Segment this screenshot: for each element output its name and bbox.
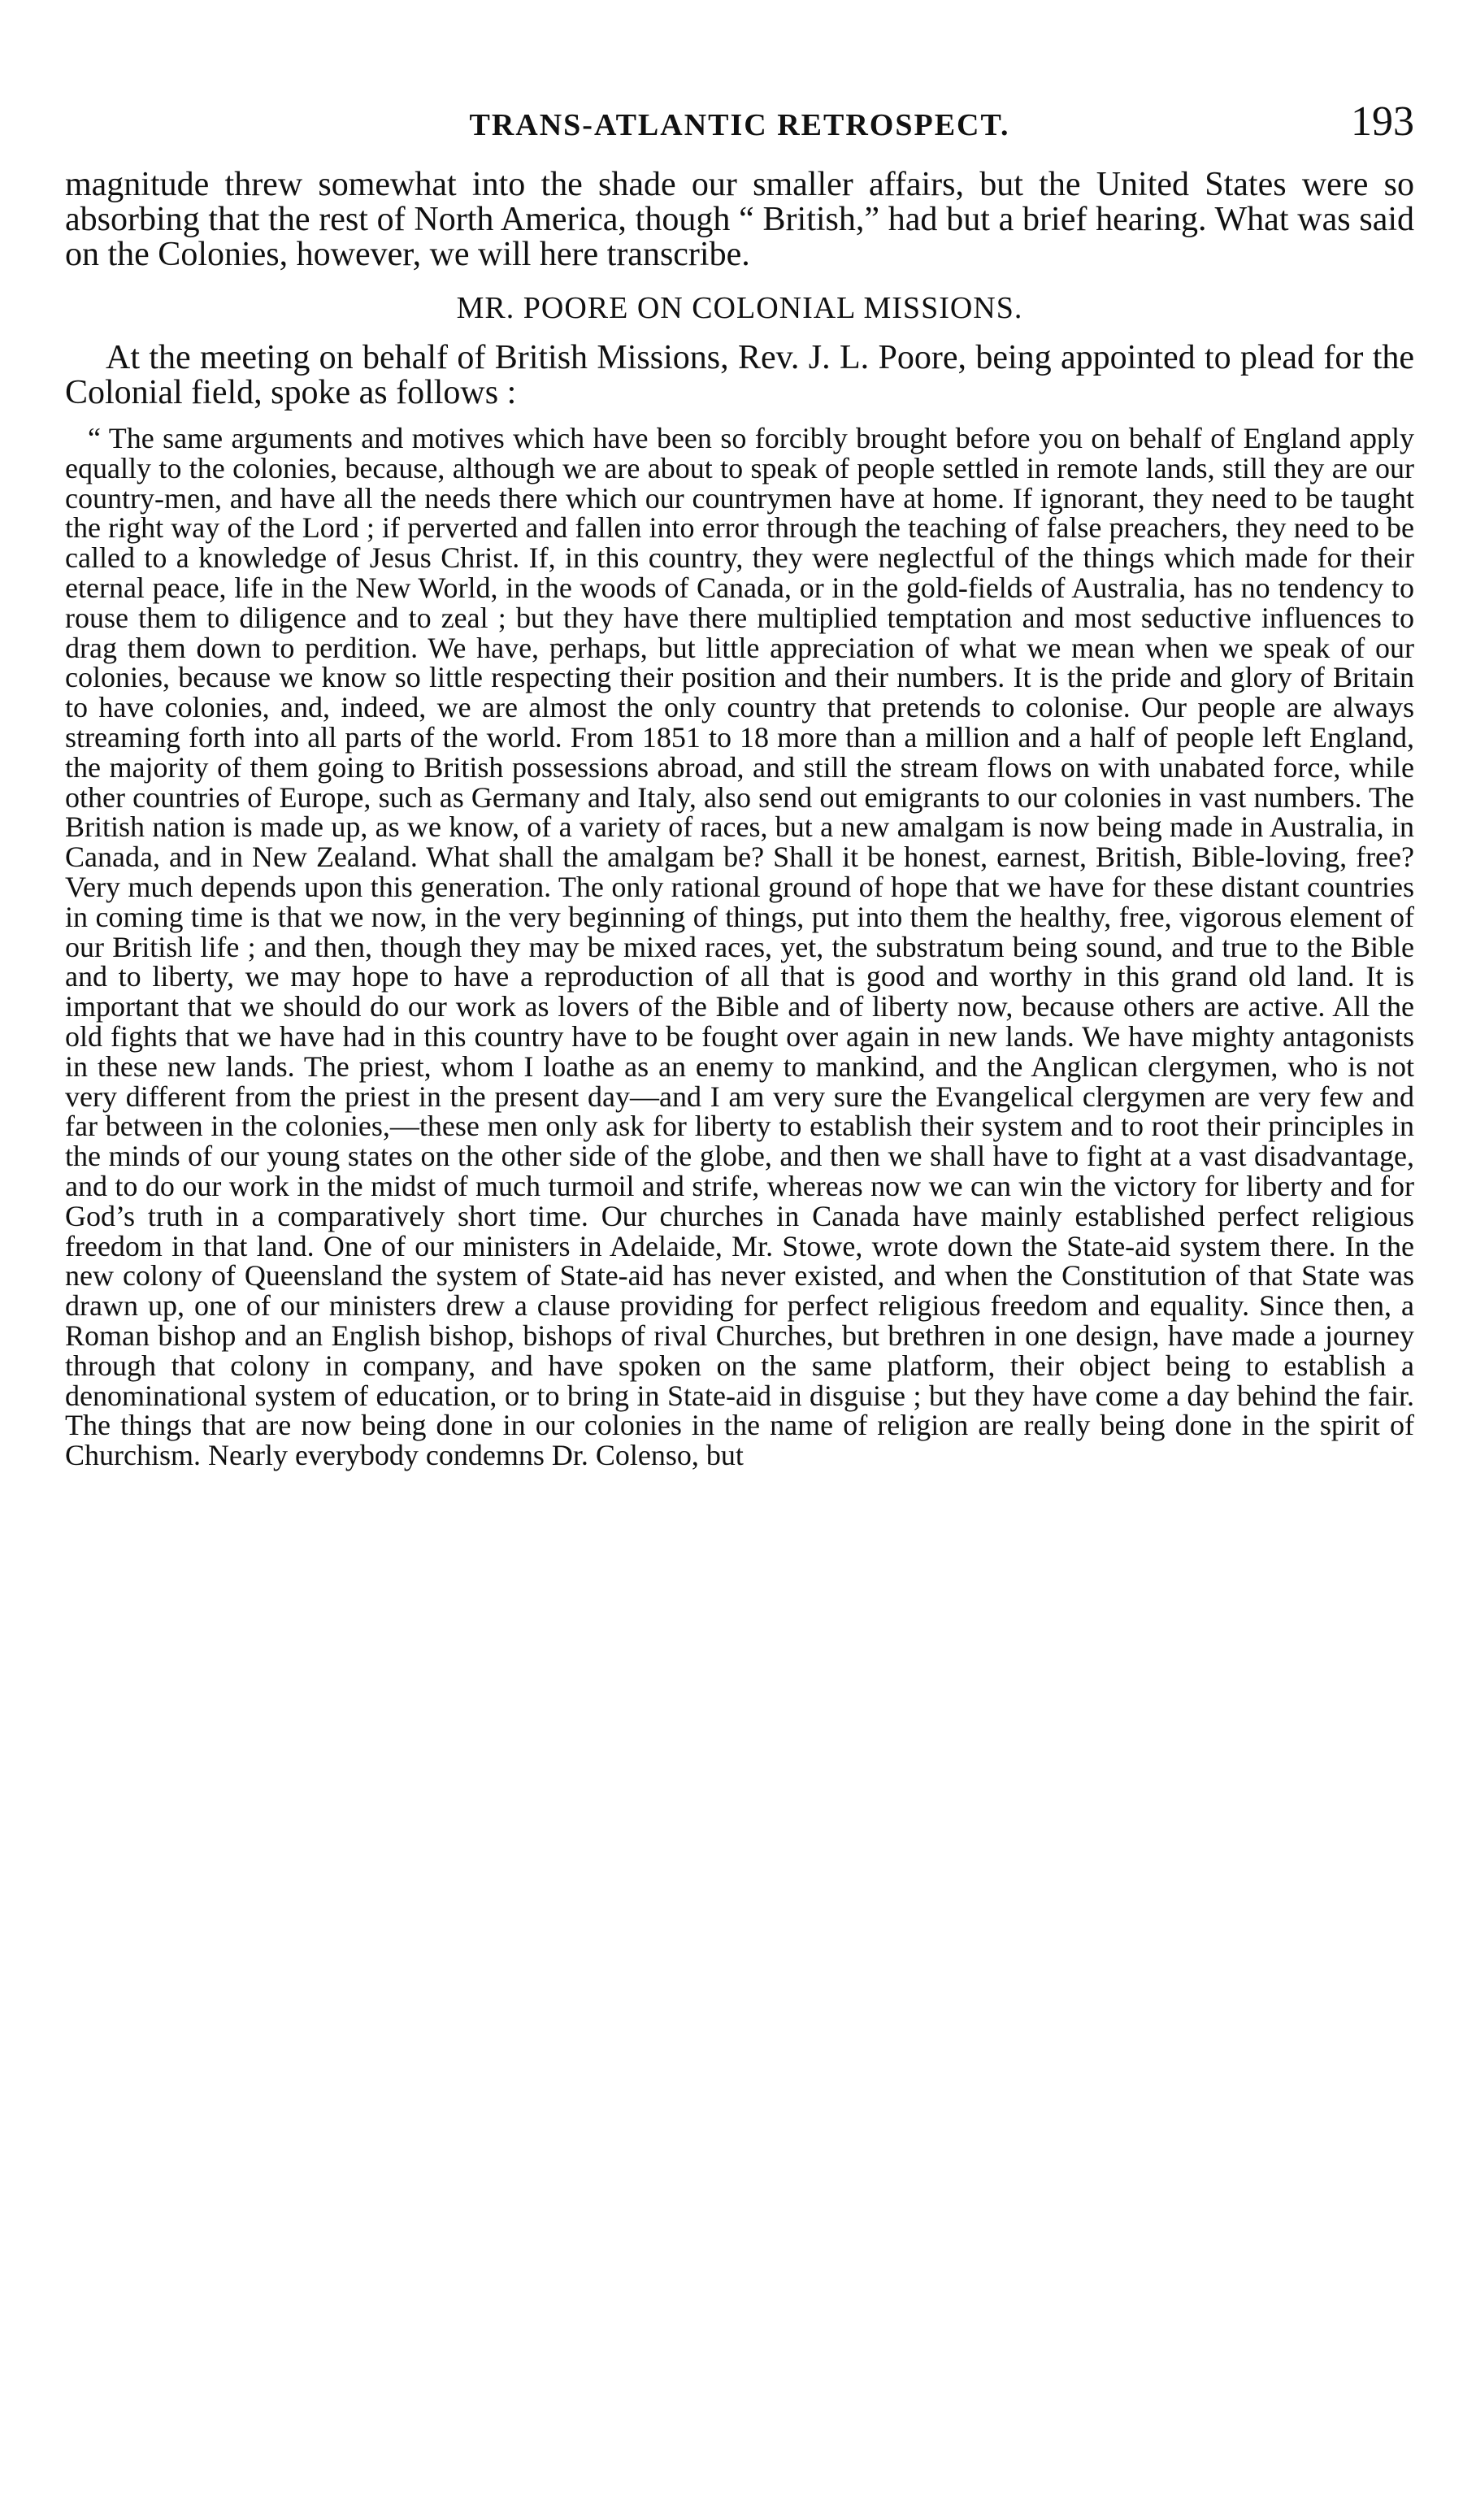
speech-quotation: “ The same arguments and motives which have been so forcibly brought before you on behalf of England apply equally to the colonies, because, although we are about to speak of people settled in remote lands, still they are our country-men, and have all the needs there which our countrymen have at home. If ignorant, they need to be taught the right way of the Lord ; if perverted and fallen into error through the teaching of false preachers, they need to be called to a knowledge of Jesus Christ. If, in this country, they were neglectful of the things which made for their eternal peace, life in the New World, in the woods of Canada, or in the gold-fields of Australia, has no tendency to rouse them to diligence and to zeal ; but they have there multiplied temptation and most seductive influences to drag them down to perdition. We have, perhaps, but little appreciation of what we mean when we speak of our colonies, because we know so little respecting their position and their numbers. It is the pride and glory of Britain to have colonies, and, indeed, we are almost the only country that pretends to colonise. Our people are always streaming forth into all parts of the world. From 1851 to 18 more than a million and a half of people left England, the majority of them going to British possessions abroad, and still the stream flows on with unabated force, while other countries of Europe, such as Germany and Italy, also send out emigrants to our colonies in vast numbers. The British nation is made up, as we know, of a variety of races, but a new amalgam is now being made in Australia, in Canada, and in New Zealand. What shall the amalgam be? Shall it be honest, earnest, British, Bible-loving, free? Very much depends upon this generation. The only rational ground of hope that we have for these distant countries in coming time is that we now, in the very beginning of things, put into them the healthy, free, vigorous element of our British life ; and then, though they may be mixed races, yet, the substratum being sound, and true to the Bible and to liberty, we may hope to have a reproduction of all that is good and worthy in this grand old land. It is important that we should do our work as lovers of the Bible and of liberty now, because others are active. All the old fights that we have had in this country have to be fought over again in new lands. We have mighty antagonists in these new lands. The priest, whom I loathe as an enemy to mankind, and the Anglican clergymen, who is not very different from the priest in the present day—and I am very sure the Evangelical clergymen are very few and far between in the colonies,—these men only ask for liberty to establish their system and to root their principles in the minds of our young states on the other side of the globe, and then we shall have to fight at a vast disadvantage, and to do our work in the midst of much turmoil and strife, whereas now we can win the victory for liberty and for God’s truth in a comparatively short time. Our churches in Canada have mainly established perfect religious freedom in that land. One of our ministers in Adelaide, Mr. Stowe, wrote down the State-aid system there. In the new colony of Queensland the system of State-aid has never existed, and when the Constitution of that State was drawn up, one of our ministers drew a clause providing for perfect religious freedom and equality. Since then, a Roman bishop and an English bishop, bishops of rival Churches, but brethren in one design, have made a journey through that colony in company, and have spoken on the same platform, their object being to establish a denominational system of education, or to bring in State-aid in disguise ; but they have come a day behind the fair. The things that are now being done in our colonies in the name of religion are really being done in the spirit of Churchism. Nearly everybody condemns Dr. Colenso, but xyxy=(65,422,1414,1472)
running-header xyxy=(65,98,1414,146)
running-title: TRANS-ATLANTIC RETROSPECT. xyxy=(469,108,1010,142)
section-heading: MR. POORE ON COLONIAL MISSIONS. xyxy=(456,291,1023,325)
intro-paragraph: At the meeting on behalf of British Missions, Rev. J. L. Poore, being appointed to plead for the Colonial field, spoke as follows : xyxy=(65,339,1414,411)
page-number: 193 xyxy=(1351,98,1414,145)
lead-paragraph: magnitude threw somewhat into the shade our smaller affairs, but the United States were so absorbing that the rest of North America, though “ British,” had but a brief hearing. What was said on the Colonies, however, we will here transcribe. xyxy=(65,166,1414,273)
book-page xyxy=(65,98,1414,1471)
